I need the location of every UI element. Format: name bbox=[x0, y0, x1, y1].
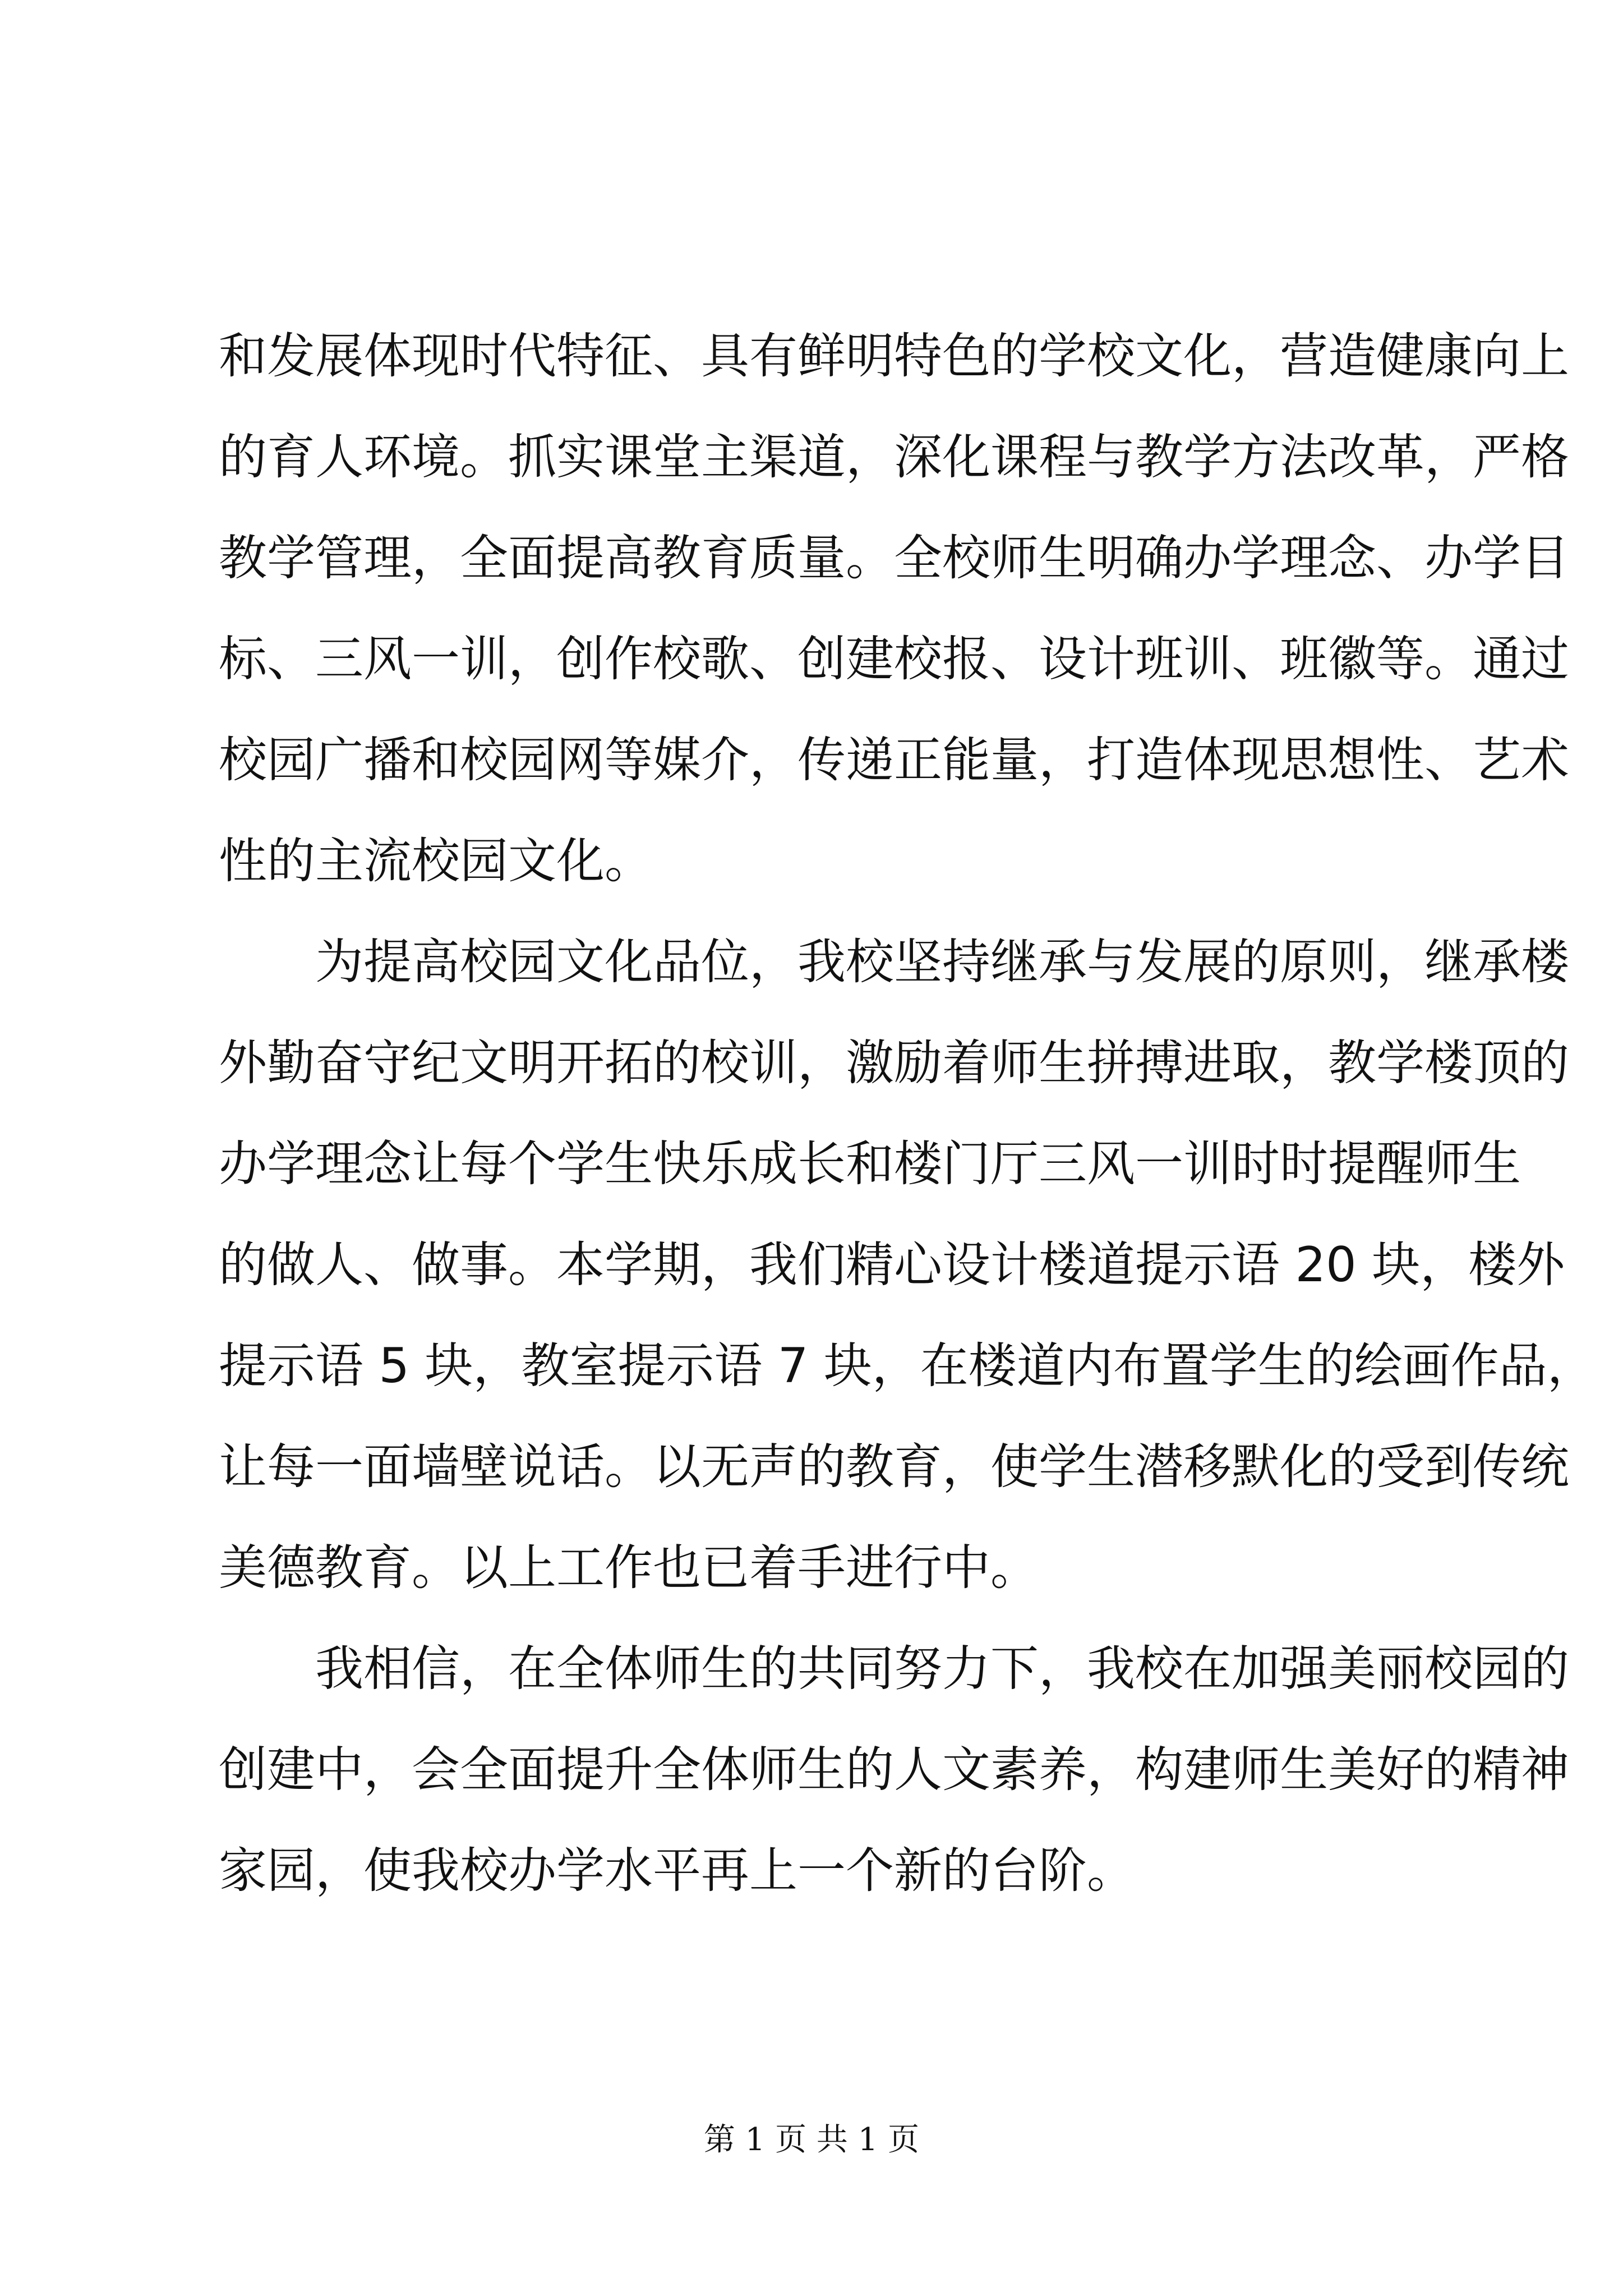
paragraph-2 bbox=[219, 912, 1596, 1618]
text-line: 美德教育。以上工作也已着手进行中。 bbox=[219, 1540, 1039, 1596]
text-line: 校园广播和校园网等媒介，传递正能量，打造体现思想性、艺术 bbox=[219, 732, 1569, 788]
text-line: 的育人环境。抓实课堂主渠道，深化课程与教学方法改革，严格 bbox=[219, 429, 1569, 485]
page-footer bbox=[0, 2118, 1623, 2162]
text-line: 我相信，在全体师生的共同努力下，我校在加强美丽校园的 bbox=[315, 1641, 1569, 1697]
text-line: 让每一面墙壁说话。以无声的教育，使学生潜移默化的受到传统 bbox=[219, 1439, 1569, 1495]
text-line: 创建中，会全面提升全体师生的人文素养，构建师生美好的精神 bbox=[219, 1742, 1569, 1798]
text-line: 办学理念让每个学生快乐成长和楼门厅三风一训时时提醒师生 bbox=[219, 1136, 1521, 1192]
text-line: 性的主流校园文化。 bbox=[219, 833, 653, 889]
text-line: 教学管理，全面提高教育质量。全校师生明确办学理念、办学目 bbox=[219, 530, 1569, 586]
paragraph-3 bbox=[219, 1618, 1569, 1921]
body-text bbox=[219, 306, 1596, 1921]
text-line: 的做人、做事。本学期，我们精心设计楼道提示语 20 块，楼外 bbox=[219, 1237, 1565, 1293]
text-line: 外勤奋守纪文明开拓的校训，激励着师生拼搏进取，教学楼顶的 bbox=[219, 1035, 1569, 1091]
page-number-label: 第 1 页 共 1 页 bbox=[703, 2122, 920, 2158]
text-line: 标、三风一训，创作校歌、创建校报、设计班训、班徽等。通过 bbox=[219, 631, 1569, 687]
text-line: 提示语 5 块，教室提示语 7 块，在楼道内布置学生的绘画作品， bbox=[219, 1338, 1596, 1394]
text-line: 为提高校园文化品位，我校坚持继承与发展的原则，继承楼 bbox=[315, 934, 1569, 990]
paragraph-1 bbox=[219, 306, 1569, 912]
text-line: 和发展体现时代特征、具有鲜明特色的学校文化，营造健康向上 bbox=[219, 328, 1569, 384]
text-line: 家园，使我校办学水平再上一个新的台阶。 bbox=[219, 1843, 1135, 1899]
